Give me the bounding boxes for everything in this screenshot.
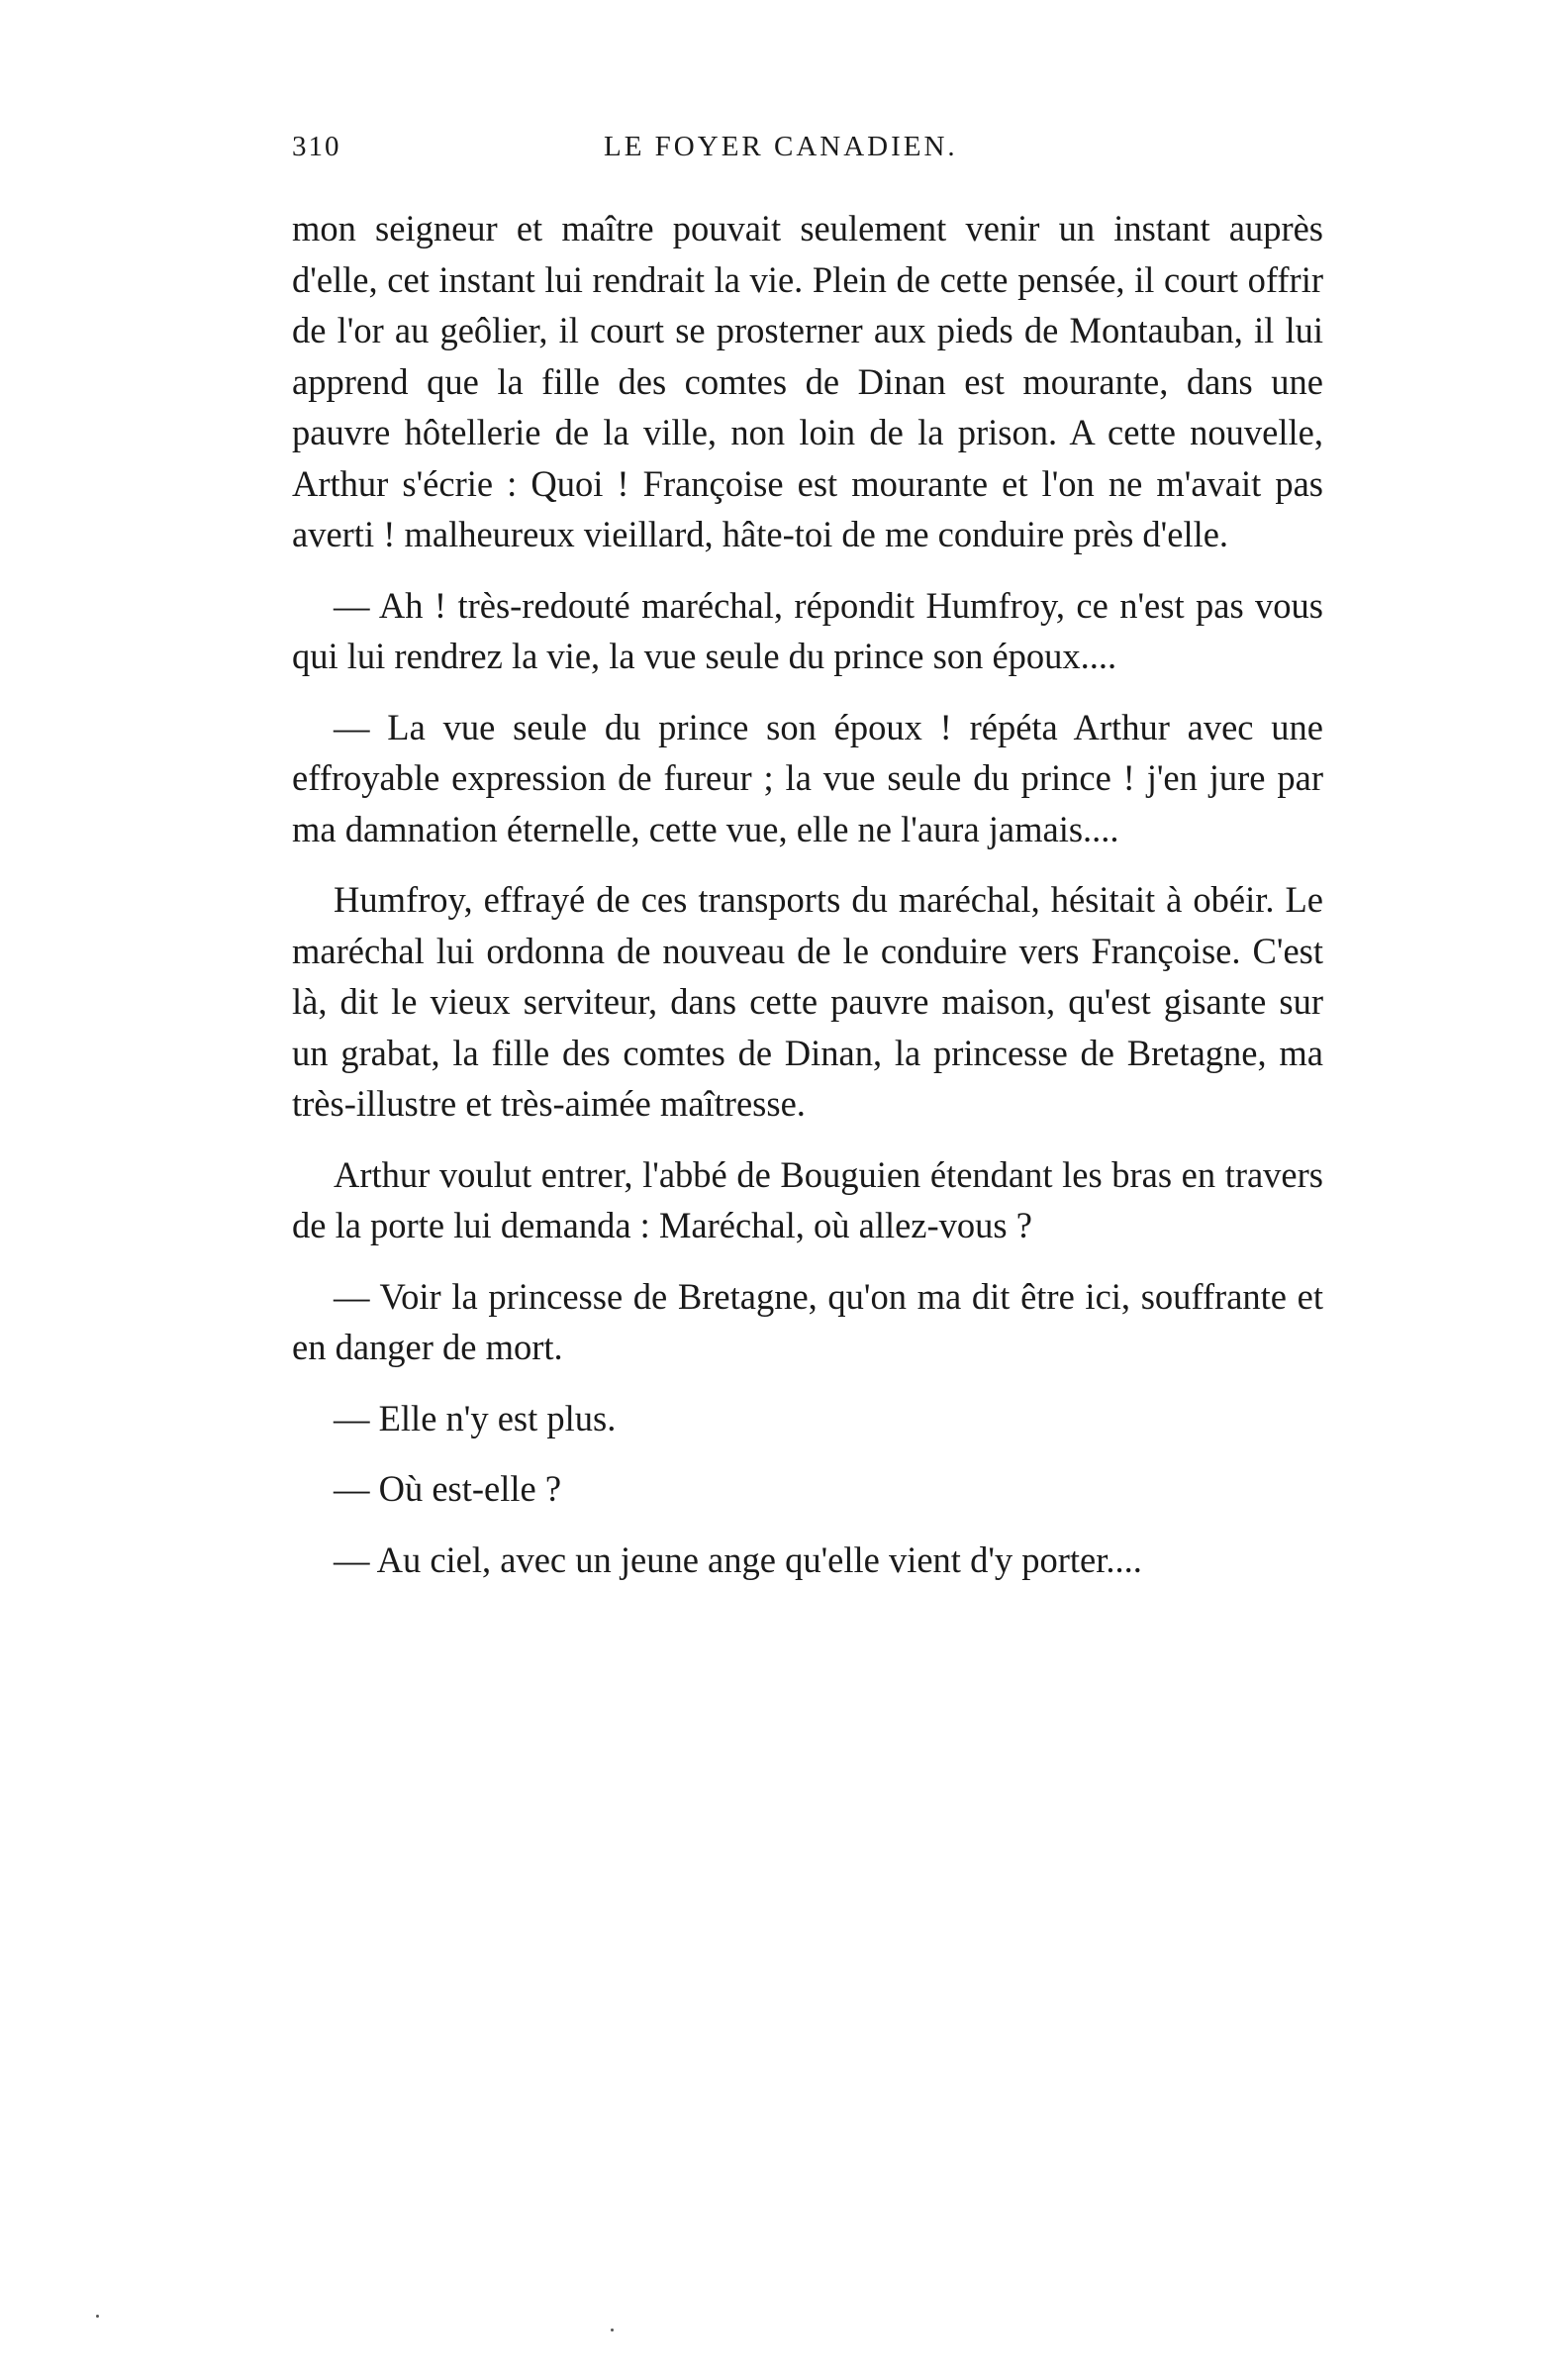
paragraph-au-ciel: — Au ciel, avec un jeune ange qu'elle vient d'y porter.... [334,1538,1142,1580]
paragraph-arthur-enters: Arthur voulut entrer, l'abbé de Bouguien étendant les bras en travers de la porte lui demanda : Maréchal, où allez-vous ? [292,1153,1323,1245]
paragraph-arthur-fury: — La vue seule du prince son époux ! répéta Arthur avec une effroyable expression de fureur ; la vue seule du prince ! j'en jure par ma damnation éternelle, cette vue, elle ne l'aura jamais.... [292,706,1323,849]
running-header [292,131,1321,170]
paragraph-humfroy-reply: — Ah ! très-redouté maréchal, répondit Humfroy, ce n'est pas vous qui lui rendrez la vie, la vue seule du prince son époux.... [292,584,1323,676]
body-text [292,203,1323,1605]
print-speck [96,2315,99,2318]
paragraph-humfroy-hesitation: Humfroy, effrayé de ces transports du maréchal, hésitait à obéir. Le maréchal lui ordonna de nouveau de le conduire vers Françoise. C'est là, dit le vieux serviteur, dans cette pauvre maison, qu'est gisante sur un grabat, la fille des comtes de Dinan, la princesse de Bretagne, ma très-illustre et très-aimée maîtresse. [292,879,1323,1124]
page-number: 310 [292,131,341,162]
running-title: LE FOYER CANADIEN. [604,131,958,162]
paragraph-ou-est-elle: — Où est-elle ? [334,1468,562,1509]
paragraph-voir-la-princesse: — Voir la princesse de Bretagne, qu'on ma dit être ici, souffrante et en danger de mort. [292,1275,1323,1367]
print-speck [611,2329,614,2331]
paragraph-elle-ny-est-plus: — Elle n'y est plus. [334,1397,617,1438]
paragraph-continuation: mon seigneur et maître pouvait seulement venir un instant auprès d'elle, cet instant lui rendrait la vie. Plein de cette pensée, il court offrir de l'or au geôlier, il court se prosterner aux pieds de Montauban, il lui apprend que la fille des comtes de Dinan est mourante, dans une pauvre hôtellerie de la ville, non loin de la prison. A cette nouvelle, Arthur s'écrie : Quoi ! Françoise est mourante et l'on ne m'avait pas averti ! malheureux vieillard, hâte-toi de me conduire près d'elle. [292,208,1323,554]
